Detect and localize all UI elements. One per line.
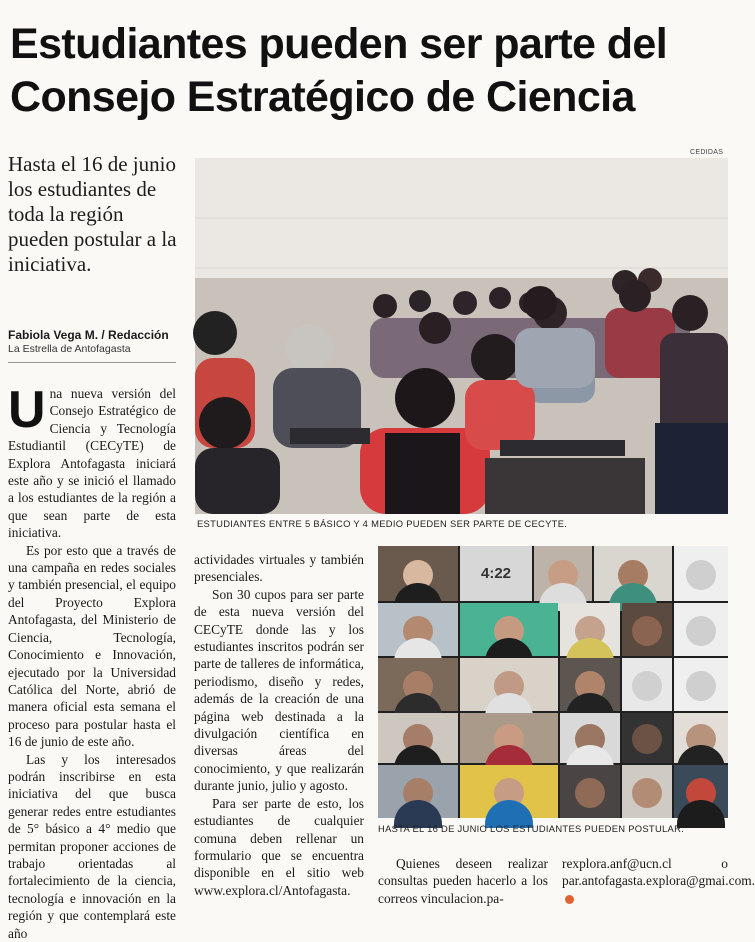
photo-credit: CEDIDAS	[690, 149, 724, 156]
participant-tile	[560, 713, 620, 763]
paragraph-7-start: Quienes deseen realizar consultas pueden hacerlo a los correos vinculacion.pa-	[378, 856, 548, 906]
byline-author: Fabiola Vega M. / Redacción	[8, 328, 169, 342]
participant-tile	[378, 658, 458, 711]
participant-tile	[378, 765, 458, 818]
paragraph-6: Para ser parte de esto, los estudiantes de cualquier comuna deben rellenar un formulario que se encuentra disponible en el sitio web www.explora.cl/Antofagasta.	[194, 795, 364, 898]
participant-tile	[674, 765, 728, 818]
article-column-2	[194, 551, 364, 899]
headline-line-1: Estudiantes pueden ser parte del	[10, 20, 668, 68]
byline-outlet: La Estrella de Antofagasta	[8, 343, 131, 355]
classroom-illustration	[195, 158, 728, 514]
article-column-1	[8, 381, 176, 942]
participant-tile	[378, 546, 458, 601]
participant-tile	[378, 603, 458, 656]
participant-tile	[594, 546, 672, 601]
classroom-photo	[195, 158, 728, 514]
paragraph-2: Es por esto que a través de una campaña en redes sociales y también presencial, el equipo del Proyecto Explora Antofagasta, del Ministerio de Ciencia, Tecnología, Conocimiento e Innovación, ejecutado por la Universidad Católica del Norte, abrió de manera oficial esta semana el proceso para postular hasta el 16 de junio de este año.	[8, 542, 176, 750]
participant-tile	[534, 546, 592, 601]
participant-tile	[560, 603, 620, 656]
article-column-3b	[562, 855, 755, 907]
paragraph-5: Son 30 cupos para ser parte de esta nueva versión del CECyTE donde las y los estudiantes inscritos podrán ser parte de talleres de informática, periodismo, diseño y redes, además de la creación de una página web destinada a la divulgación científica en diversas áreas del conocimiento, y que realizarán durante junio, julio y agosto.	[194, 586, 364, 794]
participant-tile	[622, 658, 672, 711]
participant-tile	[460, 658, 558, 711]
paragraph-1: na nueva versión del Consejo Estratégico de Ciencia y Tecnología Estudiantil (CECyTE) de Explora Antofagasta iniciará este año y se inició el llamado a los estudiantes de la región a que sean parte de esta iniciativa.	[8, 386, 176, 541]
participant-tile	[560, 658, 620, 711]
call-timer: 4:22	[460, 546, 532, 601]
participant-tile	[674, 603, 728, 656]
participant-tile	[560, 765, 620, 818]
participant-tile	[622, 765, 672, 818]
participant-tile	[460, 603, 558, 656]
participant-tile	[674, 658, 728, 711]
participant-tile	[622, 713, 672, 763]
paragraph-3: Las y los interesados podrán inscribirse en esta iniciativa del que busca generar redes entre estudiantes de 5° básico a 4° medio que permitan proponer acciones de trabajo orientadas al fortalecimiento de la ciencia, tecnología e innovación en la región y que contemplará este año	[8, 751, 176, 941]
participant-tile	[460, 765, 558, 818]
videocall-photo-caption: HASTA EL 16 DE JUNIO LOS ESTUDIANTES PUEDEN POSTULAR.	[378, 823, 685, 834]
classroom-photo-caption: ESTUDIANTES ENTRE 5 BÁSICO Y 4 MEDIO PUEDEN SER PARTE DE CECYTE.	[197, 518, 568, 529]
article-column-3a	[378, 855, 548, 907]
paragraph-4: actividades virtuales y también presenciales.	[194, 552, 364, 585]
videocall-photo	[378, 546, 728, 818]
subheadline: Hasta el 16 de junio los estudiantes de toda la región pueden postular a la iniciativa.	[8, 152, 177, 276]
drop-cap: U	[8, 381, 46, 439]
participant-tile	[460, 713, 558, 763]
participant-tile	[378, 713, 458, 763]
participant-tile	[674, 713, 728, 763]
headline-line-2: Consejo Estratégico de Ciencia	[10, 73, 635, 121]
byline-divider	[8, 362, 176, 363]
headline	[10, 18, 728, 124]
participant-tile	[622, 603, 672, 656]
end-mark-icon	[565, 895, 574, 904]
participant-tile	[674, 546, 728, 601]
paragraph-7-end: rexplora.anf@ucn.cl o par.antofagasta.explora@gmai.com.	[562, 856, 755, 889]
